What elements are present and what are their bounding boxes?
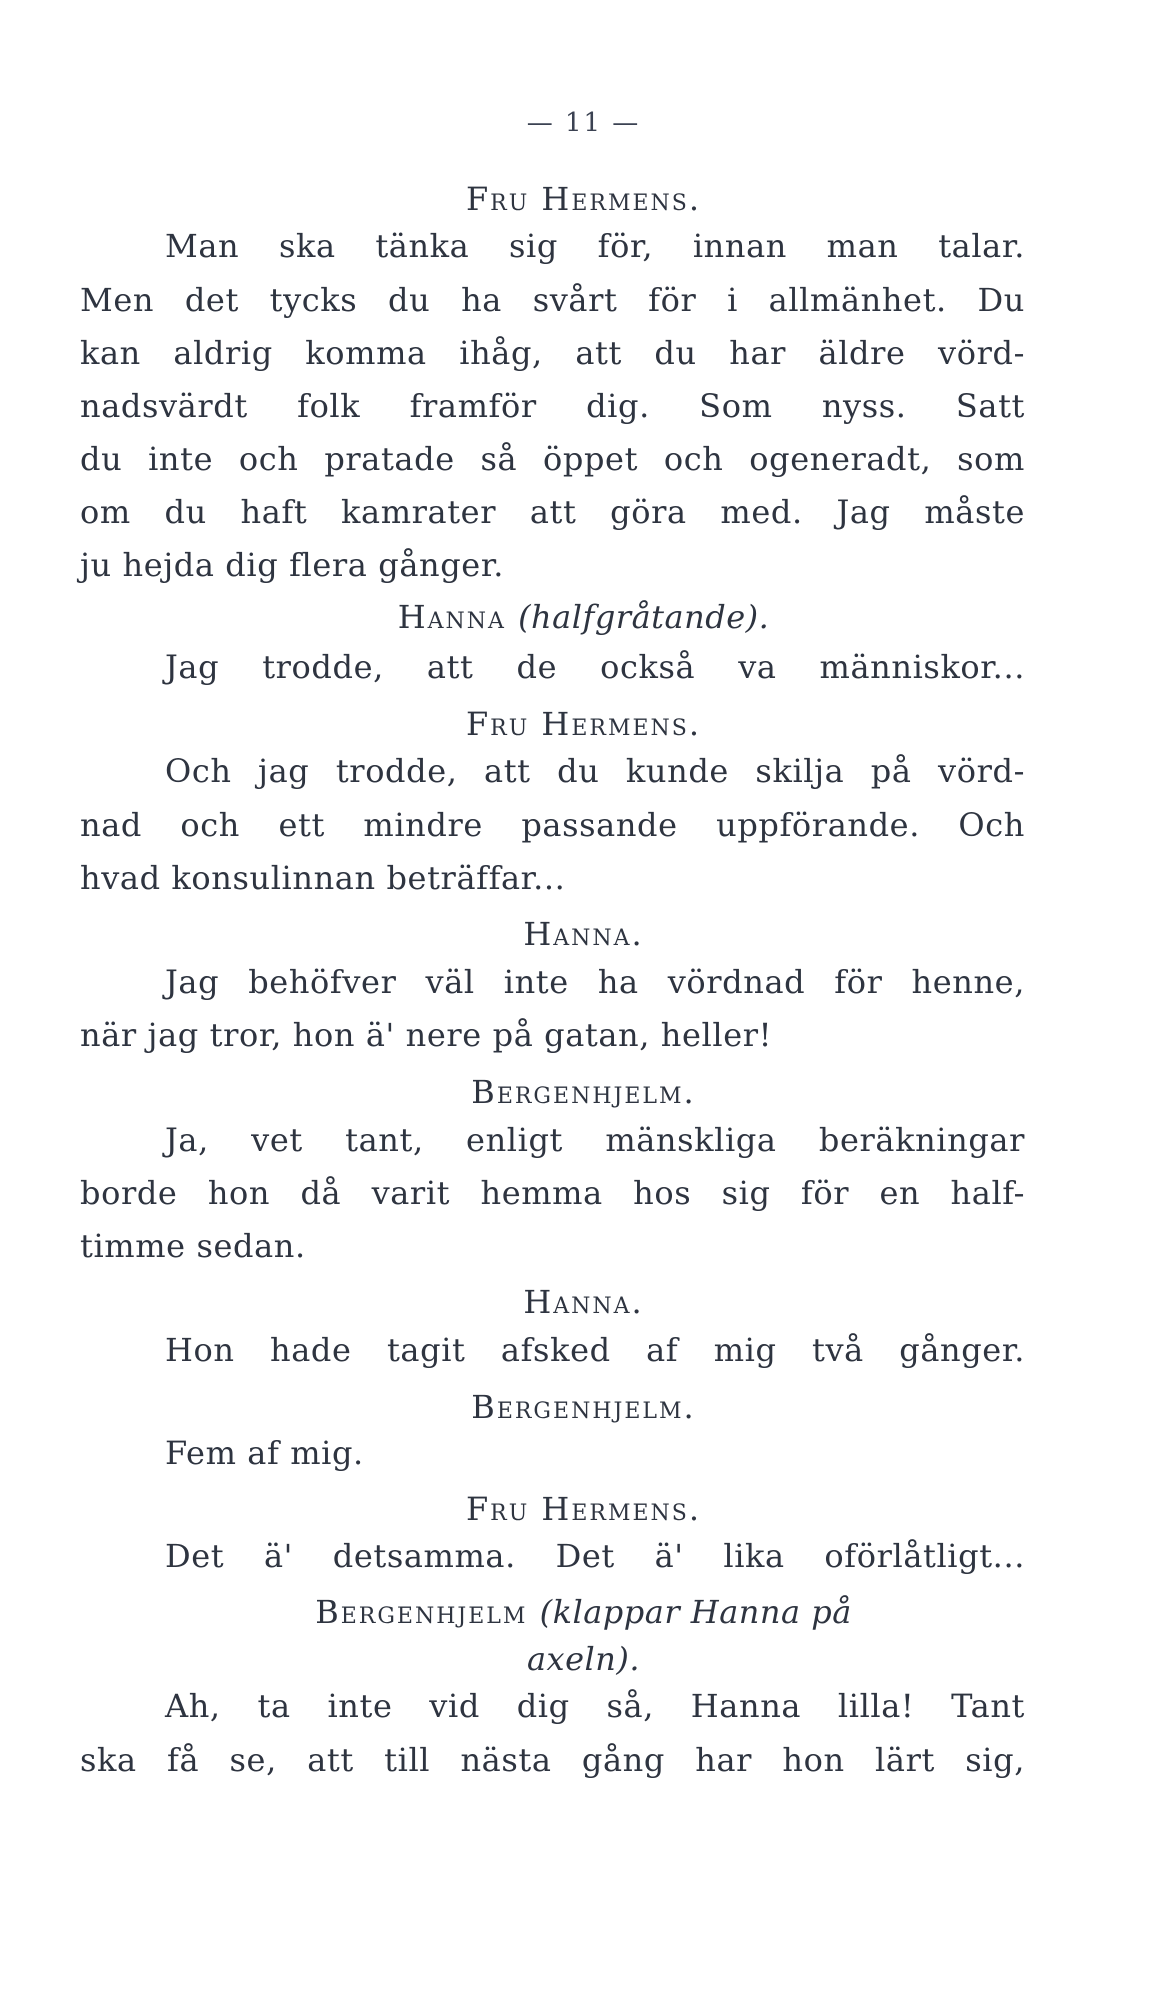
text-line: timme sedan. <box>80 1227 306 1265</box>
text-line: Det ä' detsamma. Det ä' lika oförlåtligt... <box>165 1537 1025 1575</box>
text-line: du inte och pratade så öppet och ogeneradt, som <box>80 440 1025 478</box>
text-line: nad och ett mindre passande uppförande. Och <box>80 806 1025 844</box>
page-number: — 11 — <box>526 108 641 138</box>
speaker-bergenhjelm: Bergenhjelm. <box>471 1073 696 1111</box>
text-line: Och jag trodde, att du kunde skilja på vörd- <box>165 752 1025 790</box>
text-line: Man ska tänka sig för, innan man talar. <box>165 227 1025 265</box>
stage-direction: (klappar Hanna på <box>539 1593 852 1631</box>
text-line: kan aldrig komma ihåg, att du har äldre vörd- <box>80 334 1025 372</box>
text-line: Men det tycks du ha svårt för i allmänhet. Du <box>80 281 1025 319</box>
text-line: hvad konsulinnan beträffar... <box>80 859 566 897</box>
speaker-hanna: Hanna. <box>523 1283 644 1321</box>
text-line: om du haft kamrater att göra med. Jag måste <box>80 493 1025 531</box>
speaker-hanna: Hanna. <box>523 915 644 953</box>
text-line: när jag tror, hon ä' nere på gatan, heller! <box>80 1016 773 1054</box>
speaker-fru-hermens: Fru Hermens. <box>465 705 702 743</box>
speaker-hanna <box>0 598 1167 636</box>
text-line: ska få se, att till nästa gång har hon lärt sig, <box>80 1741 1025 1779</box>
stage-direction: (halfgråtande). <box>518 598 770 636</box>
speaker-name: Hanna <box>397 598 506 636</box>
speaker-bergenhjelm: Bergenhjelm. <box>471 1388 696 1426</box>
text-line: borde hon då varit hemma hos sig för en half- <box>80 1174 1025 1212</box>
text-line: nadsvärdt folk framför dig. Som nyss. Satt <box>80 387 1025 425</box>
speaker-fru-hermens: Fru Hermens. <box>465 1490 702 1528</box>
text-line: Jag trodde, att de också va människor... <box>165 648 1025 686</box>
text-line: Jag behöfver väl inte ha vördnad för henne, <box>165 963 1025 1001</box>
stage-direction: axeln). <box>526 1640 641 1678</box>
speaker-name: Bergenhjelm <box>315 1593 528 1631</box>
text-line: Ja, vet tant, enligt mänskliga beräkningar <box>165 1121 1025 1159</box>
speaker-fru-hermens: Fru Hermens. <box>465 180 702 218</box>
text-line: Hon hade tagit afsked af mig två gånger. <box>165 1331 1025 1369</box>
text-line: ju hejda dig flera gånger. <box>80 546 504 584</box>
text-line: Fem af mig. <box>165 1434 364 1472</box>
text-line: Ah, ta inte vid dig så, Hanna lilla! Tant <box>165 1687 1025 1725</box>
speaker-bergenhjelm <box>0 1593 1167 1631</box>
